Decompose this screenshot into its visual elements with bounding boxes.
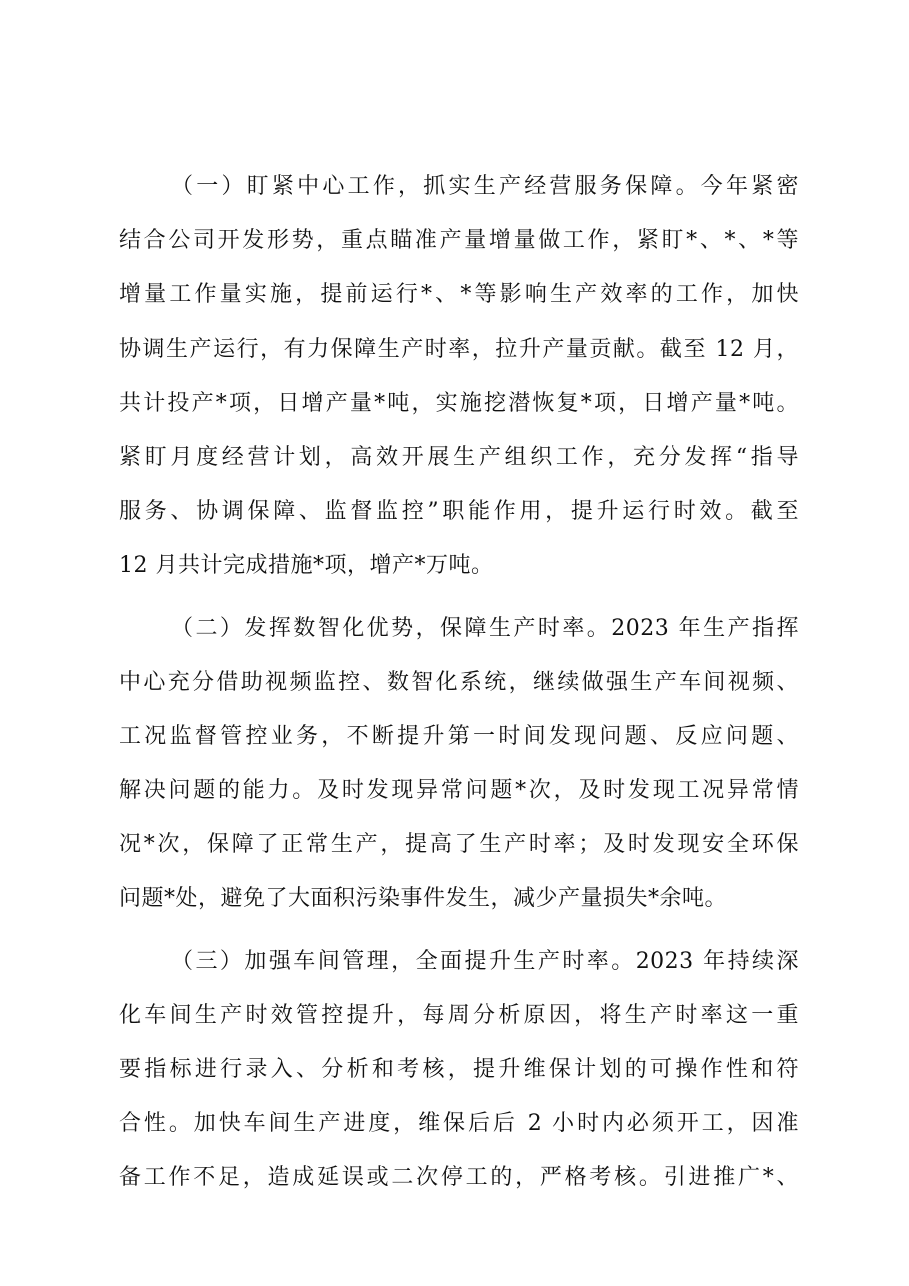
paragraph-line: 共计投产*项，日增产量*吨，实施挖潜恢复*项，日增产量*吨。: [119, 390, 799, 416]
paragraph-line: 况*次，保障了正常生产，提高了生产时率；及时发现安全环保: [119, 832, 799, 858]
paragraph-line: 协调生产运行，有力保障生产时率，拉升产量贡献。截至 12 月，: [119, 336, 799, 362]
paragraph-line: 备工作不足，造成延误或二次停工的，严格考核。引进推广*、: [119, 1165, 799, 1191]
paragraph-line: （三）加强车间管理，全面提升生产时率。2023 年持续深: [171, 948, 799, 974]
paragraph-line: 12 月共计完成措施*项，增产*万吨。: [119, 553, 494, 579]
paragraph-line: 要指标进行录入、分析和考核，提升维保计划的可操作性和符: [119, 1057, 799, 1082]
paragraph-line: 紧盯月度经营计划，高效开展生产组织工作，充分发挥“指导: [119, 444, 799, 470]
paragraph-line: （一）盯紧中心工作，抓实生产经营服务保障。今年紧密: [171, 174, 799, 199]
paragraph-line: 工况监督管控业务，不断提升第一时间发现问题、反应问题、: [119, 723, 799, 749]
paragraph-line: （二）发挥数智化优势，保障生产时率。2023 年生产指挥: [171, 615, 799, 641]
document-body: [119, 160, 799, 1214]
paragraph-line: 服务、协调保障、监督监控”职能作用，提升运行时效。截至: [119, 499, 799, 525]
paragraph-line: 解决问题的能力。及时发现异常问题*次，及时发现工况异常情: [119, 778, 799, 804]
paragraph-line: 中心充分借助视频监控、数智化系统，继续做强生产车间视频、: [119, 669, 799, 695]
paragraph-line: 结合公司开发形势，重点瞄准产量增量做工作，紧盯*、*、*等: [119, 228, 799, 254]
paragraph-line: 合性。加快车间生产进度，维保后后 2 小时内必须开工，因准: [119, 1111, 799, 1137]
paragraph-line: 问题*处，避免了大面积污染事件发生，减少产量损失*余吨。: [119, 886, 728, 912]
paragraph-line: 增量工作量实施，提前运行*、*等影响生产效率的工作，加快: [119, 282, 799, 308]
paragraph-2: [119, 602, 799, 927]
paragraph-1: [119, 160, 799, 594]
paragraph-line: 化车间生产时效管控提升，每周分析原因，将生产时率这一重: [119, 1002, 799, 1028]
paragraph-3: [119, 935, 799, 1206]
